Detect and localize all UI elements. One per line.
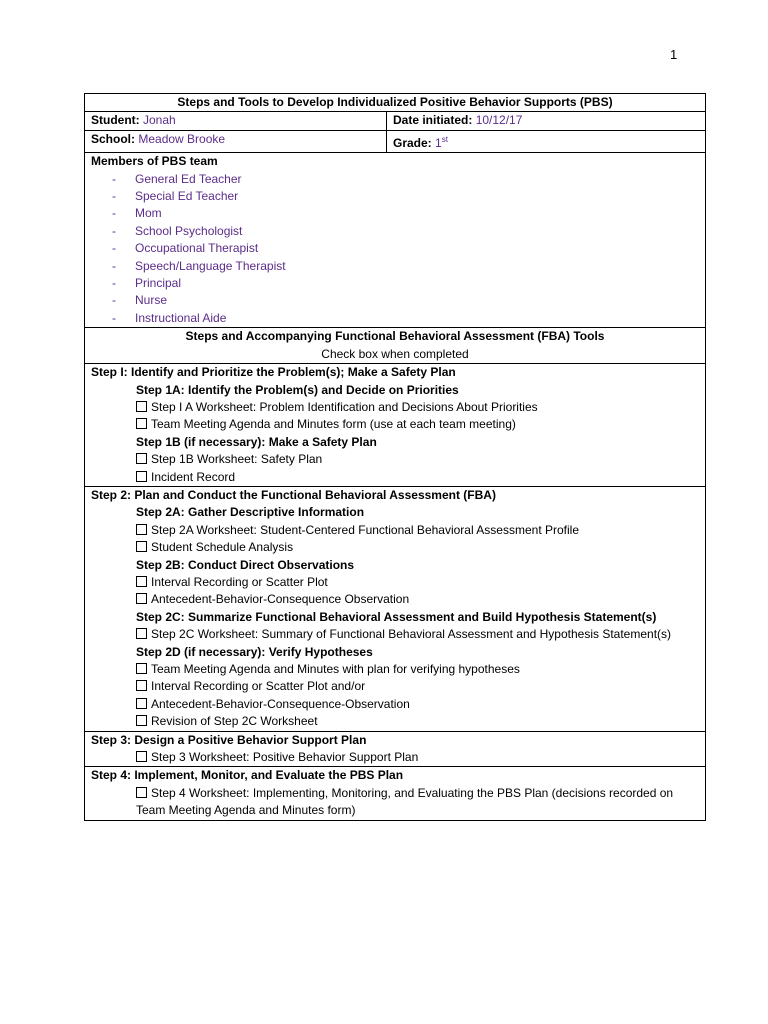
school-value: Meadow Brooke [138, 131, 226, 146]
student-label: Student: [91, 113, 140, 128]
checklist-item[interactable]: Step 4 Worksheet: Implementing, Monitoring, and Evaluating the PBS Plan (decisions recorded on [91, 785, 699, 802]
step-1-row [85, 364, 706, 487]
checklist-item[interactable]: Team Meeting Agenda and Minutes with plan for verifying hypotheses [91, 661, 699, 678]
date-cell [387, 112, 706, 130]
checkbox-icon[interactable] [136, 751, 147, 762]
members-list [91, 171, 699, 328]
student-cell [85, 112, 387, 130]
step-2a-title: Step 2A: Gather Descriptive Information [136, 505, 365, 520]
step-2-row [85, 486, 706, 731]
pbs-table [84, 93, 706, 821]
checklist-item[interactable]: Interval Recording or Scatter Plot and/or [91, 678, 699, 695]
checklist-item-continuation: Team Meeting Agenda and Minutes form) [136, 803, 356, 818]
members-row [85, 153, 706, 328]
date-label: Date initiated: [393, 113, 473, 128]
grade-value: 1 [435, 135, 442, 150]
grade-cell [387, 130, 706, 152]
step-3-cell [85, 731, 706, 767]
school-cell [85, 130, 387, 152]
list-item: - Instructional Aide [112, 310, 227, 325]
step-3-row [85, 731, 706, 767]
members-cell [85, 153, 706, 328]
school-row [85, 130, 706, 152]
checklist-item[interactable]: Interval Recording or Scatter Plot [91, 574, 699, 591]
checklist-item[interactable]: Antecedent-Behavior-Consequence Observation [91, 591, 699, 608]
checklist-item[interactable]: Student Schedule Analysis [91, 539, 699, 556]
checkbox-icon[interactable] [136, 715, 147, 726]
list-item: - School Psychologist [112, 223, 243, 238]
step-4-title: Step 4: Implement, Monitor, and Evaluate the PBS Plan [91, 768, 404, 783]
checkbox-icon[interactable] [136, 663, 147, 674]
title-row [85, 94, 706, 112]
step-3-title: Step 3: Design a Positive Behavior Support Plan [91, 732, 367, 747]
checkbox-icon[interactable] [136, 576, 147, 587]
list-item: - Nurse [112, 293, 168, 308]
fba-subheader: Check box when completed [321, 346, 469, 361]
step-4-row [85, 767, 706, 820]
step-4-cell [85, 767, 706, 820]
date-value: 10/12/17 [475, 113, 523, 128]
student-value: Jonah [143, 113, 176, 128]
checklist-item[interactable]: Antecedent-Behavior-Consequence-Observation [91, 696, 699, 713]
step-1-cell [85, 364, 706, 487]
checkbox-icon[interactable] [136, 787, 147, 798]
step-2b-title: Step 2B: Conduct Direct Observations [136, 557, 355, 572]
step-2c-title: Step 2C: Summarize Functional Behavioral Assessment and Build Hypothesis Statement(s) [136, 609, 657, 624]
checklist-item[interactable]: Step I A Worksheet: Problem Identification and Decisions About Priorities [91, 399, 699, 416]
step-2-cell [85, 486, 706, 731]
school-label: School: [91, 131, 135, 146]
checkbox-icon[interactable] [136, 471, 147, 482]
list-item: - Speech/Language Therapist [112, 258, 286, 273]
step-2-title: Step 2: Plan and Conduct the Functional Behavioral Assessment (FBA) [91, 487, 496, 502]
step-1-title: Step I: Identify and Prioritize the Problem(s); Make a Safety Plan [91, 365, 456, 380]
checklist-item[interactable]: Step 2C Worksheet: Summary of Functional Behavioral Assessment and Hypothesis Statement(s) [91, 626, 699, 643]
list-item: - Occupational Therapist [112, 241, 259, 256]
step-1b-title: Step 1B (if necessary): Make a Safety Plan [136, 434, 377, 449]
checkbox-icon[interactable] [136, 593, 147, 604]
checkbox-icon[interactable] [136, 453, 147, 464]
checklist-item[interactable]: Incident Record [91, 469, 699, 486]
step-2d-title: Step 2D (if necessary): Verify Hypotheses [136, 644, 373, 659]
checkbox-icon[interactable] [136, 541, 147, 552]
checklist-item[interactable]: Step 2A Worksheet: Student-Centered Functional Behavioral Assessment Profile [91, 522, 699, 539]
checkbox-icon[interactable] [136, 524, 147, 535]
checklist-item[interactable]: Step 1B Worksheet: Safety Plan [91, 451, 699, 468]
fba-header-row [85, 328, 706, 364]
checklist-item[interactable]: Team Meeting Agenda and Minutes form (use at each team meeting) [91, 416, 699, 433]
checkbox-icon[interactable] [136, 698, 147, 709]
step-1a-title: Step 1A: Identify the Problem(s) and Decide on Priorities [136, 382, 459, 397]
checkbox-icon[interactable] [136, 680, 147, 691]
table-title: Steps and Tools to Develop Individualized Positive Behavior Supports (PBS) [85, 94, 706, 112]
checklist-item[interactable]: Step 3 Worksheet: Positive Behavior Support Plan [91, 749, 699, 766]
grade-suffix: st [441, 134, 448, 144]
list-item: - General Ed Teacher [112, 171, 242, 186]
list-item: - Special Ed Teacher [112, 189, 239, 204]
checklist-item[interactable]: Revision of Step 2C Worksheet [91, 713, 699, 730]
checkbox-icon[interactable] [136, 401, 147, 412]
grade-label: Grade: [393, 135, 432, 150]
list-item: - Principal [112, 276, 182, 291]
members-label: Members of PBS team [91, 154, 218, 169]
student-row [85, 112, 706, 130]
list-item: - Mom [112, 206, 162, 221]
fba-header: Steps and Accompanying Functional Behavioral Assessment (FBA) Tools [185, 329, 605, 344]
checkbox-icon[interactable] [136, 628, 147, 639]
fba-header-cell [85, 328, 706, 364]
checkbox-icon[interactable] [136, 418, 147, 429]
page-number: 1 [670, 47, 678, 62]
